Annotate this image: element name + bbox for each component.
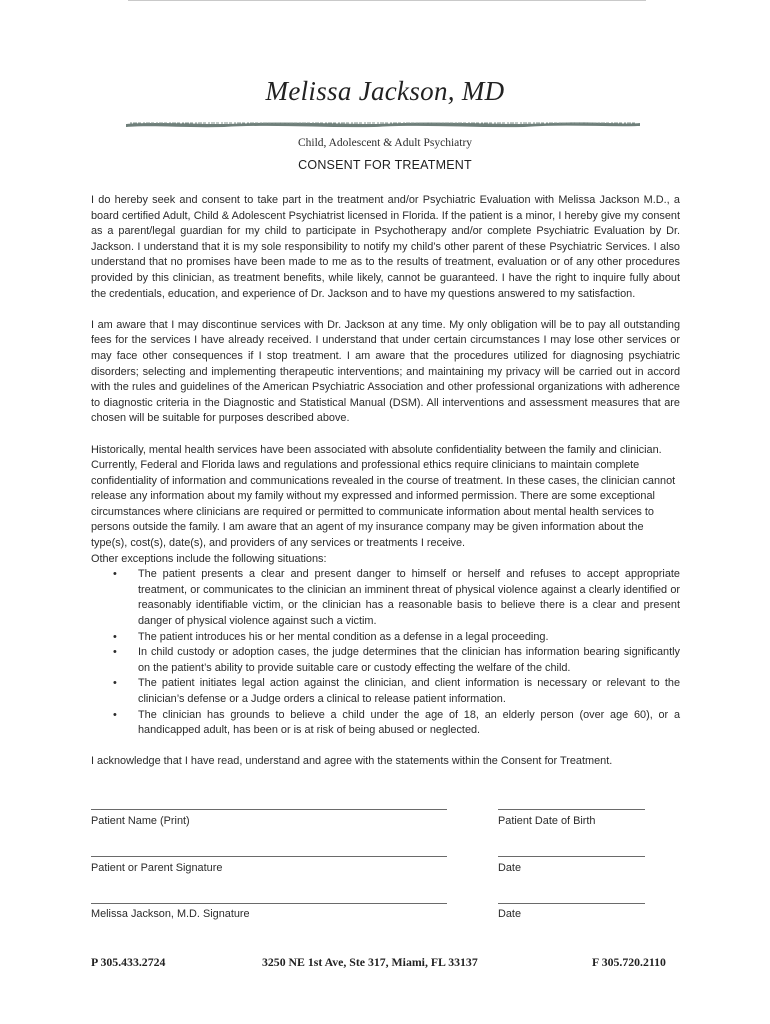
exception-text: In child custody or adoption cases, the judge determines that the clinician has information bearing significantly on the patient’s ability to provide suitable care or custody effecting the welfare of the child. bbox=[138, 646, 680, 674]
bullet-icon: • bbox=[113, 568, 117, 581]
patient-dob-field[interactable] bbox=[498, 809, 645, 810]
letterhead-name: Melissa Jackson, MD bbox=[265, 76, 505, 106]
list-item bbox=[91, 708, 680, 739]
exception-text: The patient introduces his or her mental condition as a defense in a legal proceeding. bbox=[138, 630, 549, 643]
exception-text: The clinician has grounds to believe a child under the age of 18, an elderly person (over age 60), or a handicapped adult, has been or is at risk of being abused or neglected. bbox=[138, 708, 680, 737]
consent-body bbox=[91, 193, 680, 770]
bullet-icon: • bbox=[113, 630, 117, 643]
paragraph-consent: I do hereby seek and consent to take part in the treatment and/or Psychiatric Evaluation with Melissa Jackson M.D., a board certified Adult, Child & Adolescent Psychiatrist licensed in Florida. If the patient is a minor, I hereby give my consent as a parent/legal guardian for my child to participate in Psychotherapy and/or complete Psychiatric Evaluation by Dr. Jackson. I understand that it is my sole responsibility to notify my child’s other parent of these Psychiatric Services. I also understand that no promises have been made to me as to the results of treatment, evaluation or of any other procedures provided by this clinician, as treatment benefits, while likely, cannot be guaranteed. I have the right to inquire fully about the credentials, education, and experience of Dr. Jackson and to have my questions answered to my satisfaction. bbox=[91, 194, 680, 300]
signature-date-field[interactable] bbox=[498, 856, 645, 857]
patient-name-field[interactable] bbox=[91, 809, 447, 810]
bullet-icon: • bbox=[113, 646, 117, 659]
footer-fax: F 305.720.2110 bbox=[592, 955, 666, 969]
doctor-date-field[interactable] bbox=[498, 903, 645, 904]
paragraph-confidentiality: Historically, mental health services have been associated with absolute confidentiality between the family and clinician. Currently, Federal and Florida laws and regulations and professional ethics require clinicians to maintain complete confidentiality of information and communications revealed in the course of treatment. In these cases, the clinician cannot release any information about my family without my expressed and informed permission. There are some exceptional circumstances where clinicians are required or permitted to communicate information about mental health services to persons outside the family. I am aware that an agent of my insurance company may be given information about the type(s), cost(s), date(s), and providers of any services or treatments I receive. bbox=[91, 443, 676, 550]
list-item bbox=[91, 645, 680, 676]
bullet-icon: • bbox=[113, 708, 117, 721]
document-title: CONSENT FOR TREATMENT bbox=[298, 158, 472, 172]
patient-name-label: Patient Name (Print) bbox=[91, 815, 190, 827]
list-item bbox=[91, 630, 680, 646]
brush-divider bbox=[124, 119, 642, 129]
letterhead-subtitle: Child, Adolescent & Adult Psychiatry bbox=[297, 137, 473, 149]
list-item bbox=[91, 676, 680, 707]
paragraph-discontinue: I am aware that I may discontinue services with Dr. Jackson at any time. My only obligation will be to pay all outstanding fees for the services I have already received. I understand that under certain circumstances I may lose other services or may face other consequences if I stop treatment. I am aware that the procedures utilized for diagnosing psychiatric disorders; selecting and implementing therapeutic interventions; and maintaining my privacy will be carried out in accord with the rules and guidelines of the American Psychiatric Association and other professional organizations with adherence to diagnostic criteria in the Diagnostic and Statistical Manual (DSM). All interventions and assessment measures that are chosen will be suitable for purposes described above. bbox=[91, 318, 680, 425]
paragraph-exceptions-intro: Other exceptions include the following situations: bbox=[91, 552, 327, 565]
bullet-icon: • bbox=[113, 677, 117, 690]
patient-signature-label: Patient or Parent Signature bbox=[91, 862, 223, 874]
exception-text: The patient presents a clear and present danger to himself or herself and refuses to accept appropriate treatment, or communicates to the clinician an imminent threat of physical violence against a clearly identified or reasonably identifiable victim, or the clinician has a reasonable basis to believe there is a clear and present danger of physical violence against such a victim. bbox=[138, 568, 680, 628]
footer-phone: P 305.433.2724 bbox=[91, 955, 166, 969]
exception-text: The patient initiates legal action against the clinician, and client information is necessary or relevant to the clinician’s defense or a Judge orders a clinical to release patient information. bbox=[138, 677, 680, 705]
exceptions-list bbox=[91, 567, 680, 739]
acknowledgement: I acknowledge that I have read, understand and agree with the statements within the Consent for Treatment. bbox=[91, 755, 613, 768]
footer-address: 3250 NE 1st Ave, Ste 317, Miami, FL 33137 bbox=[262, 955, 478, 969]
top-rule bbox=[128, 0, 646, 1]
signature-date-label: Date bbox=[498, 862, 522, 874]
patient-signature-field[interactable] bbox=[91, 856, 447, 857]
doctor-signature-field[interactable] bbox=[91, 903, 447, 904]
list-item bbox=[91, 567, 680, 629]
doctor-date-label: Date bbox=[498, 908, 522, 920]
patient-dob-label: Patient Date of Birth bbox=[498, 815, 596, 827]
doctor-signature-label: Melissa Jackson, M.D. Signature bbox=[91, 908, 250, 920]
